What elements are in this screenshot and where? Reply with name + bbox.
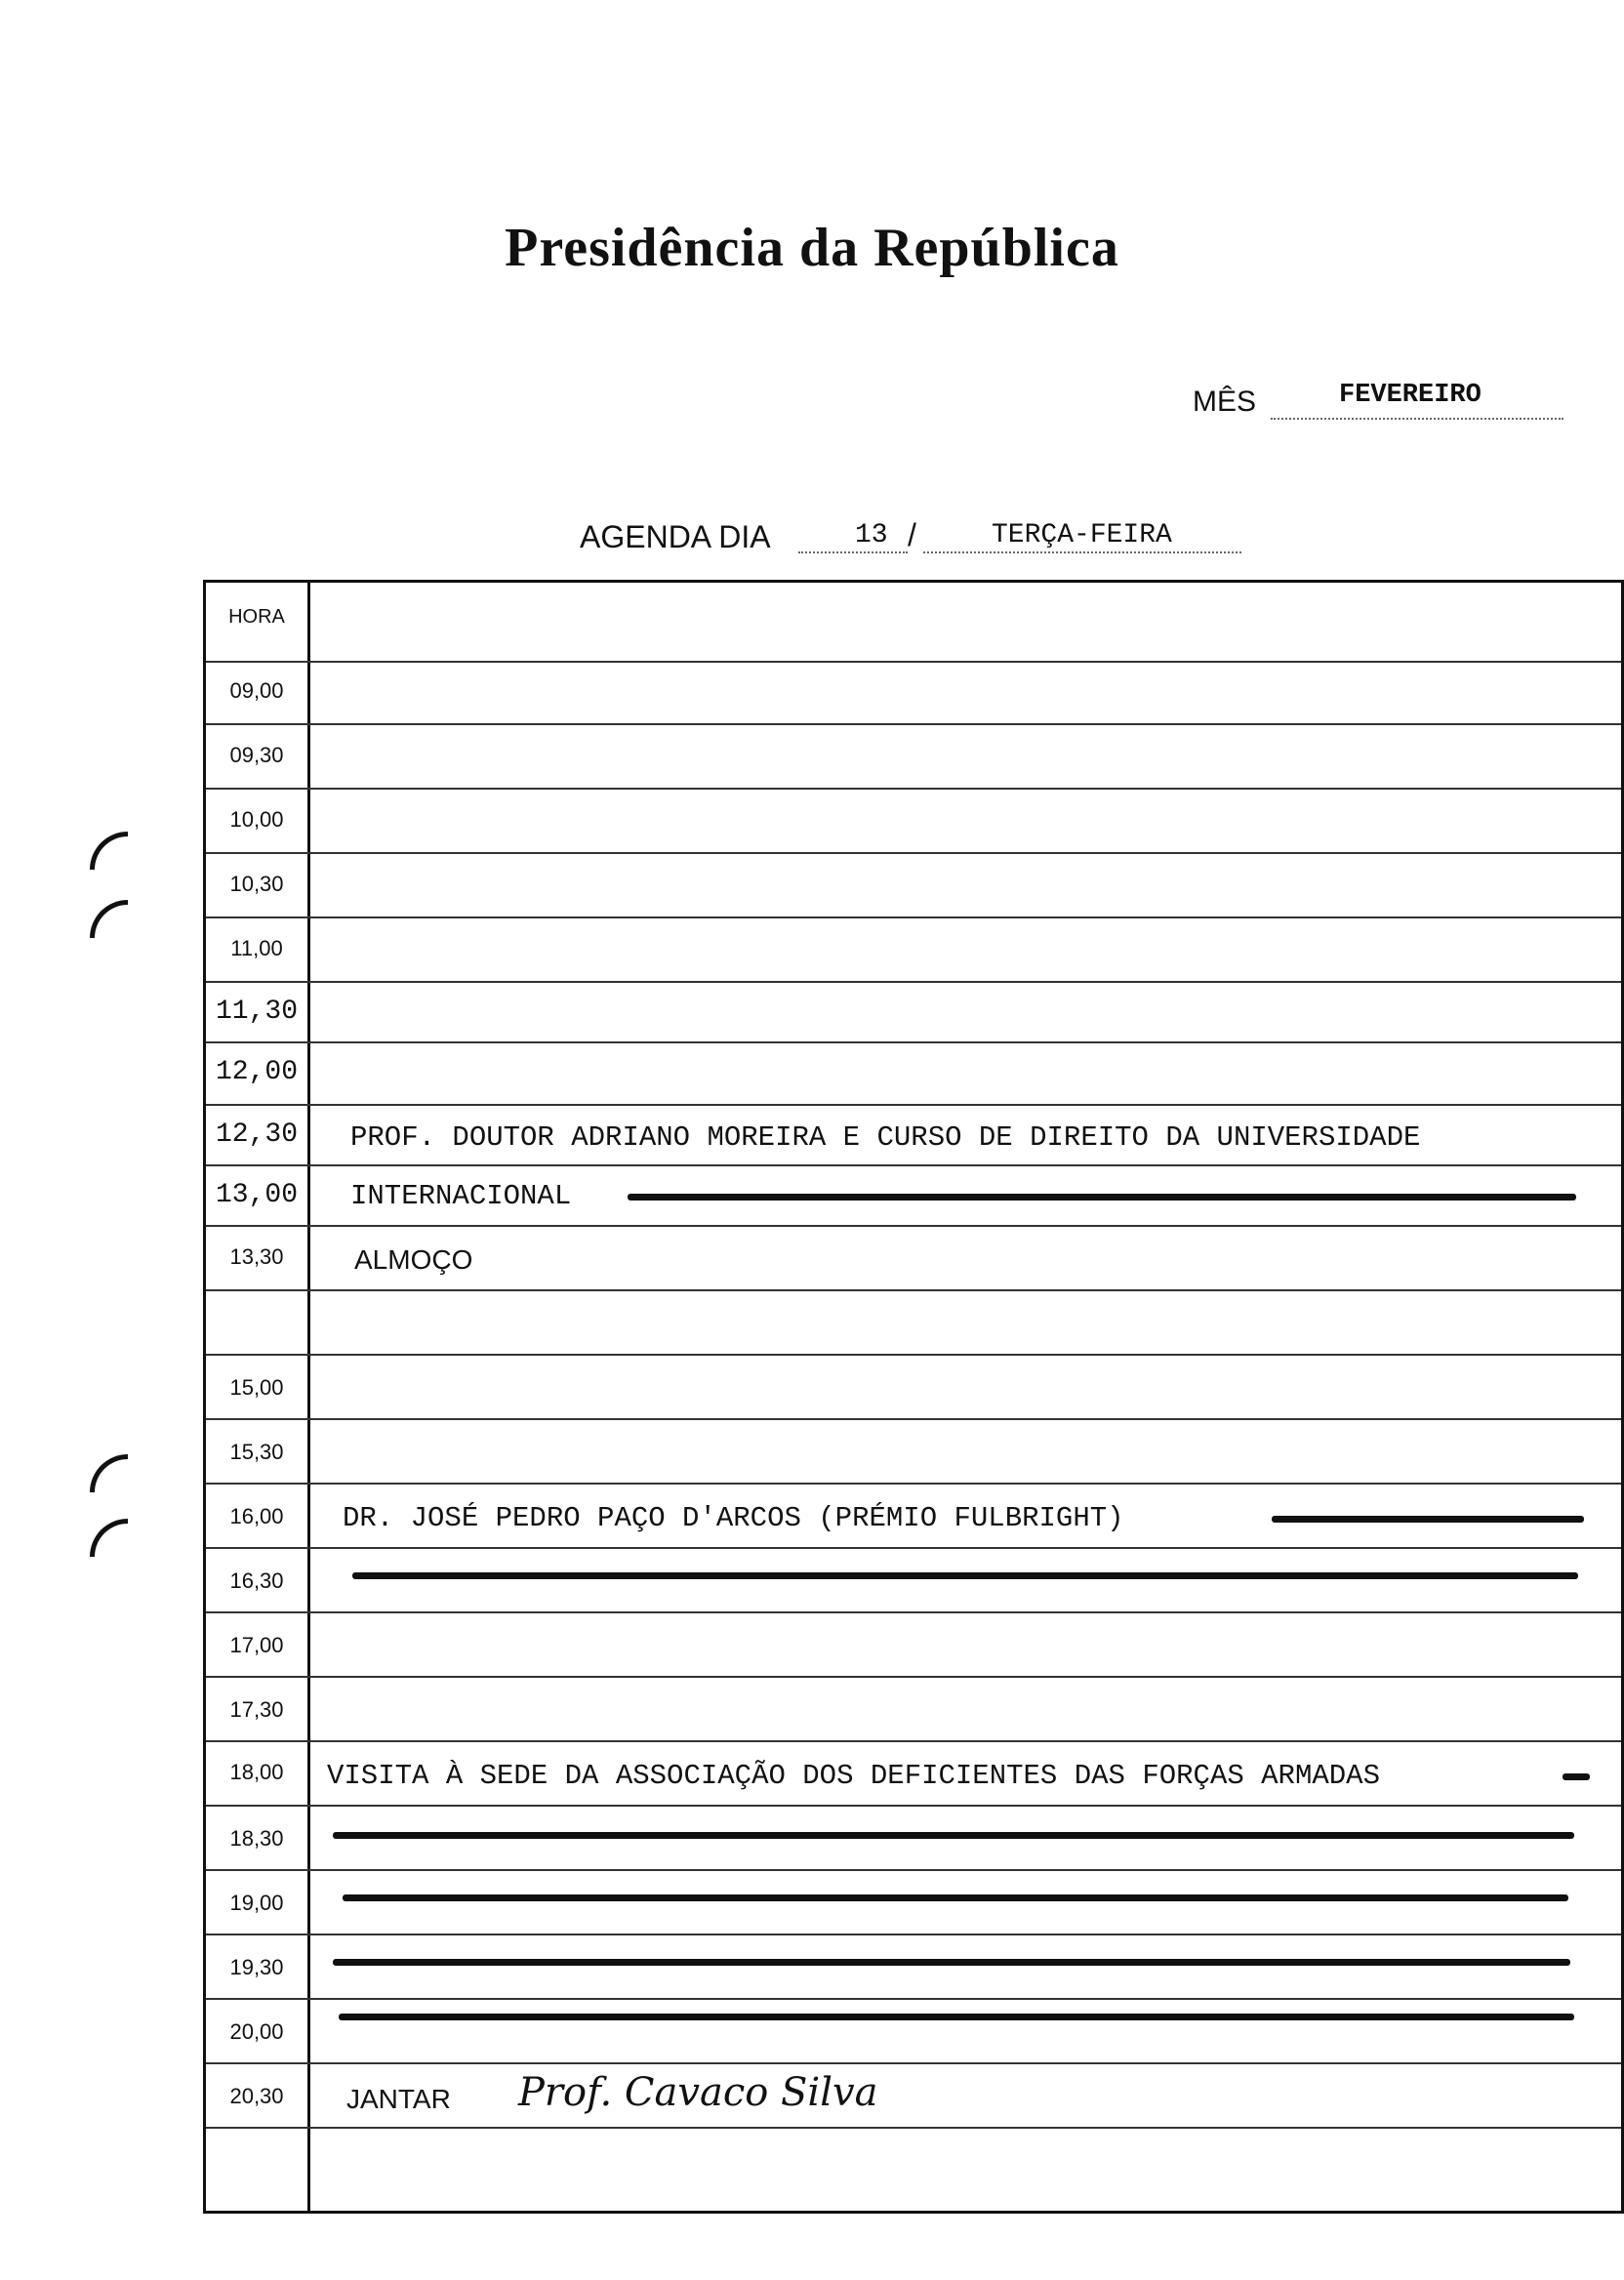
table-row [206,1935,1621,2000]
hour-cell: 11,00 [230,936,283,960]
punch-hole-mark [90,900,128,938]
table-row [206,1420,1621,1485]
handwritten-signature: Prof. Cavaco Silva [518,2070,878,2115]
agenda-entry: VISITA À SEDE DA ASSOCIAÇÃO DOS DEFICIENTES DAS FORÇAS ARMADAS [327,1760,1380,1792]
day-value: 13 [855,520,888,550]
continuation-line [333,1832,1574,1839]
table-row [206,983,1621,1043]
hour-cell: 16,30 [229,1568,284,1593]
agenda-entry: JANTAR [346,2084,451,2114]
hour-cell: 17,00 [229,1633,284,1657]
hour-cell: 13,00 [215,1180,298,1210]
table-row [206,661,1621,725]
hour-cell: 09,30 [229,743,284,767]
continuation-line [1563,1773,1590,1780]
continuation-line [352,1572,1578,1579]
table-row [206,1356,1621,1420]
agenda-entry: PROF. DOUTOR ADRIANO MOREIRA E CURSO DE DIREITO DA UNIVERSIDADE [350,1121,1421,1154]
table-row [206,1807,1621,1871]
hour-cell: 20,30 [229,2084,284,2108]
continuation-line [343,1894,1568,1901]
punch-hole-mark [90,1519,128,1557]
hour-cell: 18,30 [229,1826,284,1851]
table-row [206,1166,1621,1227]
agenda-table [203,580,1624,2214]
hour-cell: 12,30 [215,1120,298,1150]
hour-cell: 09,00 [229,678,284,703]
day-dotted-line [798,551,908,553]
agenda-entry: INTERNACIONAL [350,1180,572,1212]
table-row [206,1291,1621,1356]
table-row [206,1106,1621,1166]
month-label: MÊS [1193,386,1257,418]
month-value: FEVEREIRO [1339,381,1482,410]
table-row [206,918,1621,983]
table-row [206,1227,1621,1291]
table-header-row [206,583,1621,663]
table-row [206,1742,1621,1807]
hour-cell: 19,00 [229,1891,284,1915]
hour-cell: 15,30 [229,1440,284,1464]
continuation-line [628,1194,1576,1201]
table-row [206,2000,1621,2064]
continuation-line [333,1959,1570,1966]
hour-cell: 11,30 [215,997,298,1027]
continuation-line [339,2014,1574,2020]
hour-cell: 16,00 [229,1504,284,1528]
hour-cell: 15,00 [229,1375,284,1400]
table-row [206,1613,1621,1678]
hour-cell: 18,00 [229,1760,284,1784]
page-title: Presidência da República [505,218,1119,278]
table-row [206,1549,1621,1613]
hour-column-header: HORA [228,606,285,628]
hour-cell: 10,00 [229,807,284,832]
hour-cell: 10,30 [229,872,284,896]
punch-hole-mark [90,1454,128,1492]
weekday-dotted-line [923,551,1241,553]
day-separator: / [908,517,916,552]
table-row [206,854,1621,918]
hour-cell: 13,30 [229,1244,284,1269]
table-row [206,1871,1621,1935]
hour-cell: 12,00 [215,1057,298,1087]
table-row [206,725,1621,790]
table-row [206,2064,1621,2129]
table-row [206,790,1621,854]
agenda-day-label: AGENDA DIA [580,519,771,554]
hour-cell: 17,30 [229,1697,284,1722]
hour-cell: 20,00 [229,2019,284,2044]
punch-hole-mark [90,832,128,870]
weekday-value: TERÇA-FEIRA [992,520,1172,550]
agenda-entry: DR. JOSÉ PEDRO PAÇO D'ARCOS (PRÉMIO FULBRIGHT) [343,1502,1124,1534]
hour-cell: 19,30 [229,1955,284,1979]
table-row [206,1043,1621,1106]
agenda-entry: ALMOÇO [354,1244,473,1275]
table-row [206,1678,1621,1742]
month-dotted-line [1271,418,1563,420]
table-row [206,1485,1621,1549]
continuation-line [1272,1516,1584,1523]
